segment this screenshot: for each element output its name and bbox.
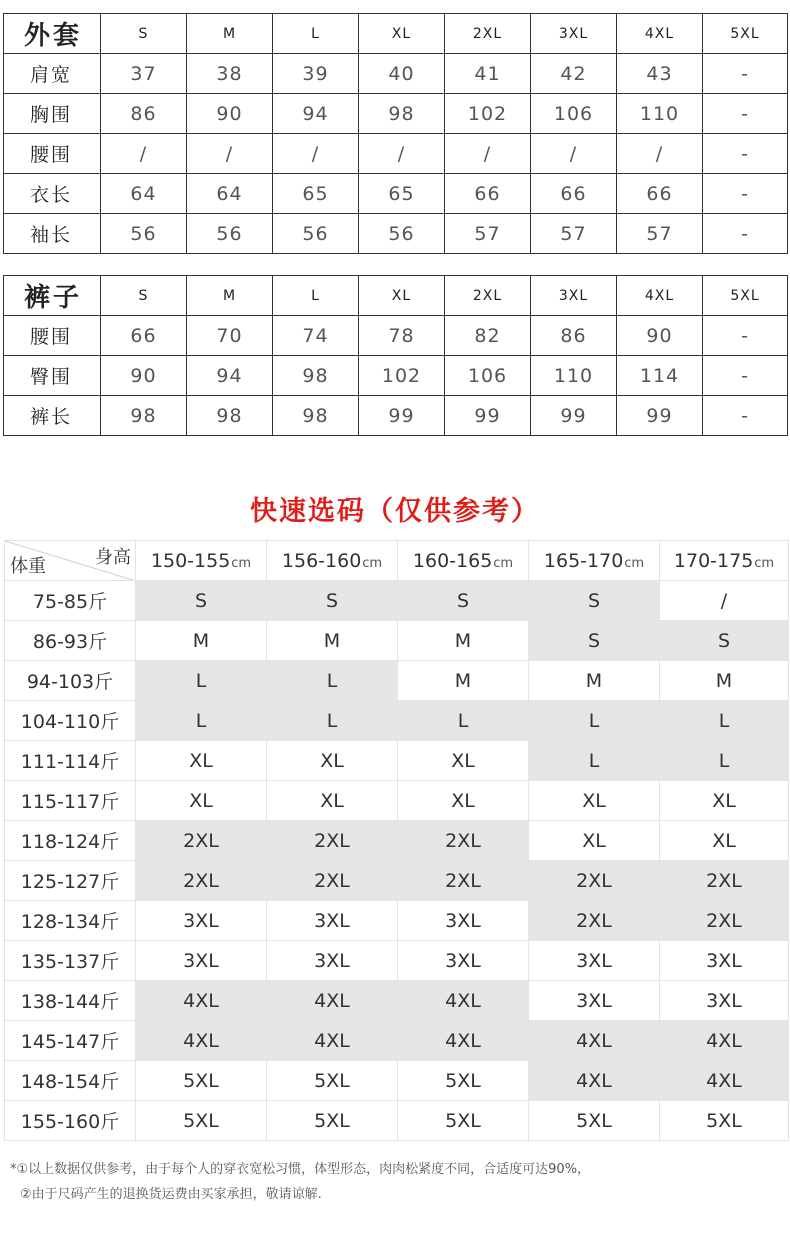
size-header: S — [101, 276, 187, 316]
measure-value: - — [703, 396, 788, 436]
size-header: 5XL — [703, 14, 788, 54]
measure-value: 57 — [617, 214, 703, 254]
recommended-size-cell: S — [529, 581, 660, 621]
measure-value: - — [703, 316, 788, 356]
measure-value: 102 — [359, 356, 445, 396]
measure-value: 86 — [101, 94, 187, 134]
recommended-size-cell: L — [529, 741, 660, 781]
measure-label: 腰围 — [4, 134, 101, 174]
measure-value: - — [703, 94, 788, 134]
height-header — [136, 541, 267, 581]
measure-value: 90 — [617, 316, 703, 356]
recommended-size-cell: 5XL — [398, 1101, 529, 1141]
weight-label: 145-147斤 — [5, 1021, 136, 1061]
recommended-size-cell: M — [660, 661, 789, 701]
measure-value: / — [445, 134, 531, 174]
weight-label: 75-85斤 — [5, 581, 136, 621]
measure-value: 106 — [531, 94, 617, 134]
recommended-size-cell: / — [660, 581, 789, 621]
measure-value: 42 — [531, 54, 617, 94]
height-header — [660, 541, 789, 581]
measure-value: 114 — [617, 356, 703, 396]
recommended-size-cell: L — [660, 701, 789, 741]
recommended-size-cell: S — [136, 581, 267, 621]
recommended-size-cell: 3XL — [136, 901, 267, 941]
recommended-size-cell: 3XL — [529, 981, 660, 1021]
measure-value: 39 — [273, 54, 359, 94]
measure-value: 106 — [445, 356, 531, 396]
recommended-size-cell: L — [267, 661, 398, 701]
measure-value: 70 — [187, 316, 273, 356]
jacket-row — [4, 54, 788, 94]
quick-row — [5, 581, 789, 621]
recommended-size-cell: M — [398, 621, 529, 661]
weight-label: 155-160斤 — [5, 1101, 136, 1141]
recommended-size-cell: 4XL — [660, 1061, 789, 1101]
measure-value: 102 — [445, 94, 531, 134]
measure-value: 40 — [359, 54, 445, 94]
recommended-size-cell: 4XL — [136, 981, 267, 1021]
height-range: 156-160 — [281, 549, 362, 572]
recommended-size-cell: 5XL — [529, 1101, 660, 1141]
measure-label: 袖长 — [4, 214, 101, 254]
pants-header-row — [4, 276, 788, 316]
measure-value: 65 — [273, 174, 359, 214]
recommended-size-cell: 3XL — [267, 901, 398, 941]
quick-row — [5, 781, 789, 821]
height-unit: cm — [754, 555, 775, 571]
recommended-size-cell: XL — [529, 821, 660, 861]
measure-value: / — [101, 134, 187, 174]
weight-label: 86-93斤 — [5, 621, 136, 661]
recommended-size-cell: 3XL — [398, 901, 529, 941]
measure-value: - — [703, 134, 788, 174]
recommended-size-cell: XL — [267, 781, 398, 821]
weight-label: 104-110斤 — [5, 701, 136, 741]
measure-value: 90 — [187, 94, 273, 134]
recommended-size-cell: 4XL — [398, 1021, 529, 1061]
measure-value: 98 — [273, 396, 359, 436]
quick-row — [5, 1021, 789, 1061]
height-header — [398, 541, 529, 581]
height-range: 170-175 — [673, 549, 754, 572]
measure-value: - — [703, 54, 788, 94]
measure-value: 90 — [101, 356, 187, 396]
recommended-size-cell: 5XL — [398, 1061, 529, 1101]
measure-value: 65 — [359, 174, 445, 214]
measure-label: 胸围 — [4, 94, 101, 134]
measure-value: 78 — [359, 316, 445, 356]
recommended-size-cell: 4XL — [660, 1021, 789, 1061]
jacket-title: 外套 — [4, 14, 101, 54]
recommended-size-cell: 3XL — [267, 941, 398, 981]
measure-value: 66 — [617, 174, 703, 214]
weight-label: 115-117斤 — [5, 781, 136, 821]
size-header: L — [273, 276, 359, 316]
measure-value: 98 — [101, 396, 187, 436]
measure-value: 110 — [617, 94, 703, 134]
recommended-size-cell: XL — [660, 821, 789, 861]
recommended-size-cell: 3XL — [660, 981, 789, 1021]
recommended-size-cell: L — [136, 701, 267, 741]
measure-value: - — [703, 356, 788, 396]
size-header: 3XL — [531, 276, 617, 316]
quick-row — [5, 901, 789, 941]
weight-label: 94-103斤 — [5, 661, 136, 701]
recommended-size-cell: L — [529, 701, 660, 741]
recommended-size-cell: 2XL — [398, 861, 529, 901]
recommended-size-cell: 3XL — [136, 941, 267, 981]
measure-label: 裤长 — [4, 396, 101, 436]
measure-value: 43 — [617, 54, 703, 94]
footnote: *①以上数据仅供参考，由于每个人的穿衣宽松习惯，体型形态，肉肉松紧度不同，合适度可达90%， — [10, 1162, 591, 1177]
size-header: S — [101, 14, 187, 54]
recommended-size-cell: 5XL — [267, 1101, 398, 1141]
size-header: XL — [359, 276, 445, 316]
recommended-size-cell: L — [398, 701, 529, 741]
recommended-size-cell: 2XL — [529, 901, 660, 941]
weight-label: 135-137斤 — [5, 941, 136, 981]
quick-row — [5, 1061, 789, 1101]
quick-row — [5, 741, 789, 781]
recommended-size-cell: M — [529, 661, 660, 701]
measure-value: - — [703, 174, 788, 214]
recommended-size-cell: XL — [398, 741, 529, 781]
quick-size-title: 快速选码（仅供参考） — [250, 496, 540, 527]
size-header: 5XL — [703, 276, 788, 316]
pants-row — [4, 316, 788, 356]
recommended-size-cell: 4XL — [529, 1061, 660, 1101]
measure-value: 98 — [187, 396, 273, 436]
recommended-size-cell: L — [660, 741, 789, 781]
recommended-size-cell: 4XL — [267, 1021, 398, 1061]
measure-value: 37 — [101, 54, 187, 94]
height-header — [529, 541, 660, 581]
measure-value: 56 — [359, 214, 445, 254]
measure-value: 64 — [101, 174, 187, 214]
recommended-size-cell: 2XL — [136, 821, 267, 861]
recommended-size-cell: 5XL — [136, 1101, 267, 1141]
measure-value: 66 — [531, 174, 617, 214]
measure-value: / — [359, 134, 445, 174]
measure-value: / — [273, 134, 359, 174]
recommended-size-cell: 3XL — [529, 941, 660, 981]
weight-axis-label: 体重 — [10, 556, 46, 577]
measure-value: 99 — [445, 396, 531, 436]
size-header: L — [273, 14, 359, 54]
recommended-size-cell: 4XL — [136, 1021, 267, 1061]
jacket-size-table — [3, 13, 788, 254]
recommended-size-cell: M — [267, 621, 398, 661]
jacket-row — [4, 94, 788, 134]
recommended-size-cell: 2XL — [529, 861, 660, 901]
size-header: 4XL — [617, 14, 703, 54]
measure-label: 衣长 — [4, 174, 101, 214]
height-unit: cm — [362, 555, 383, 571]
measure-value: 74 — [273, 316, 359, 356]
recommended-size-cell: XL — [529, 781, 660, 821]
measure-value: 38 — [187, 54, 273, 94]
recommended-size-cell: 5XL — [267, 1061, 398, 1101]
weight-label: 138-144斤 — [5, 981, 136, 1021]
weight-label: 118-124斤 — [5, 821, 136, 861]
height-unit: cm — [231, 555, 252, 571]
recommended-size-cell: XL — [660, 781, 789, 821]
measure-value: 41 — [445, 54, 531, 94]
quick-row — [5, 621, 789, 661]
measure-value: / — [531, 134, 617, 174]
height-range: 165-170 — [543, 549, 624, 572]
pants-row — [4, 396, 788, 436]
recommended-size-cell: XL — [267, 741, 398, 781]
measure-label: 腰围 — [4, 316, 101, 356]
quick-row — [5, 861, 789, 901]
pants-title: 裤子 — [4, 276, 101, 316]
size-header: 4XL — [617, 276, 703, 316]
measure-label: 臀围 — [4, 356, 101, 396]
recommended-size-cell: L — [267, 701, 398, 741]
pants-size-table — [3, 275, 788, 436]
size-header: XL — [359, 14, 445, 54]
measure-value: 64 — [187, 174, 273, 214]
quick-header-row — [5, 541, 789, 581]
recommended-size-cell: S — [529, 621, 660, 661]
jacket-header-row — [4, 14, 788, 54]
height-unit: cm — [493, 555, 514, 571]
recommended-size-cell: 2XL — [136, 861, 267, 901]
height-range: 160-165 — [412, 549, 493, 572]
measure-value: 57 — [445, 214, 531, 254]
measure-value: 98 — [359, 94, 445, 134]
footnote: ②由于尺码产生的退换货运费由买家承担，敬请谅解. — [20, 1187, 322, 1202]
weight-label: 111-114斤 — [5, 741, 136, 781]
recommended-size-cell: S — [660, 621, 789, 661]
recommended-size-cell: 5XL — [660, 1101, 789, 1141]
measure-value: / — [617, 134, 703, 174]
recommended-size-cell: 4XL — [267, 981, 398, 1021]
measure-value: 110 — [531, 356, 617, 396]
measure-value: 56 — [187, 214, 273, 254]
measure-value: 99 — [531, 396, 617, 436]
recommended-size-cell: 5XL — [136, 1061, 267, 1101]
recommended-size-cell: S — [398, 581, 529, 621]
measure-value: 98 — [273, 356, 359, 396]
jacket-row — [4, 214, 788, 254]
size-header: M — [187, 276, 273, 316]
recommended-size-cell: 2XL — [660, 901, 789, 941]
measure-value: 56 — [101, 214, 187, 254]
pants-row — [4, 356, 788, 396]
jacket-row — [4, 174, 788, 214]
measure-value: 94 — [273, 94, 359, 134]
size-header: 2XL — [445, 276, 531, 316]
recommended-size-cell: 2XL — [660, 861, 789, 901]
measure-value: 82 — [445, 316, 531, 356]
recommended-size-cell: S — [267, 581, 398, 621]
quick-row — [5, 701, 789, 741]
recommended-size-cell: 3XL — [660, 941, 789, 981]
recommended-size-cell: XL — [398, 781, 529, 821]
weight-label: 128-134斤 — [5, 901, 136, 941]
height-unit: cm — [624, 555, 645, 571]
recommended-size-cell: XL — [136, 741, 267, 781]
recommended-size-cell: 2XL — [398, 821, 529, 861]
recommended-size-cell: M — [398, 661, 529, 701]
quick-size-table — [4, 540, 789, 1141]
measure-value: 56 — [273, 214, 359, 254]
size-header: 3XL — [531, 14, 617, 54]
recommended-size-cell: 4XL — [398, 981, 529, 1021]
recommended-size-cell: 2XL — [267, 821, 398, 861]
recommended-size-cell: M — [136, 621, 267, 661]
recommended-size-cell: 4XL — [529, 1021, 660, 1061]
weight-label: 125-127斤 — [5, 861, 136, 901]
height-header — [267, 541, 398, 581]
recommended-size-cell: 3XL — [398, 941, 529, 981]
measure-value: 57 — [531, 214, 617, 254]
measure-value: / — [187, 134, 273, 174]
height-axis-label: 身高 — [95, 547, 131, 568]
measure-value: 66 — [445, 174, 531, 214]
size-header: 2XL — [445, 14, 531, 54]
measure-value: - — [703, 214, 788, 254]
recommended-size-cell: L — [136, 661, 267, 701]
recommended-size-cell: 2XL — [267, 861, 398, 901]
measure-value: 94 — [187, 356, 273, 396]
size-header: M — [187, 14, 273, 54]
quick-row — [5, 981, 789, 1021]
measure-value: 99 — [359, 396, 445, 436]
quick-row — [5, 1101, 789, 1141]
quick-row — [5, 821, 789, 861]
measure-value: 99 — [617, 396, 703, 436]
recommended-size-cell: XL — [136, 781, 267, 821]
quick-row — [5, 941, 789, 981]
measure-value: 66 — [101, 316, 187, 356]
height-range: 150-155 — [150, 549, 231, 572]
measure-label: 肩宽 — [4, 54, 101, 94]
measure-value: 86 — [531, 316, 617, 356]
quick-row — [5, 661, 789, 701]
jacket-row — [4, 134, 788, 174]
weight-label: 148-154斤 — [5, 1061, 136, 1101]
quick-corner-cell — [5, 541, 136, 581]
